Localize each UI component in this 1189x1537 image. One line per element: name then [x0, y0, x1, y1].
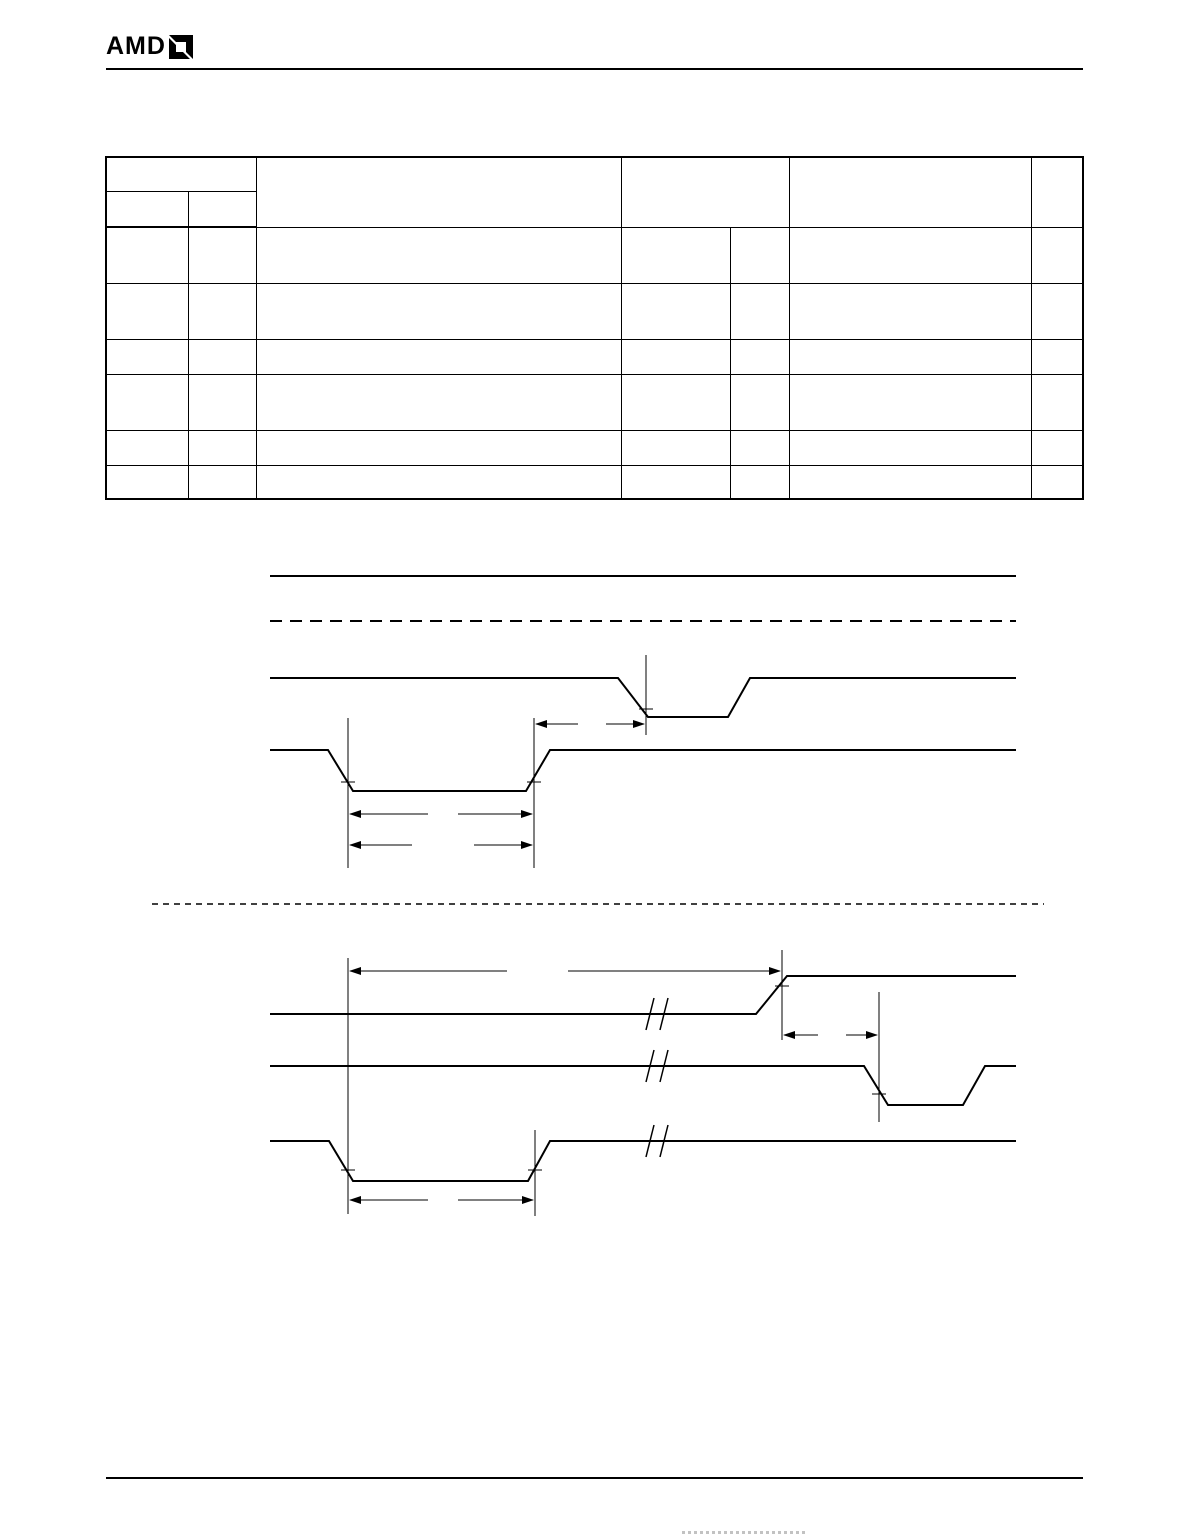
waveform-line [270, 678, 1016, 717]
brand-name: AMD [106, 32, 166, 60]
waveform-line [270, 1066, 1016, 1105]
scan-artifact [682, 1531, 808, 1534]
waveform-line [270, 976, 1016, 1014]
waveform-line [270, 1141, 1016, 1181]
footer-rule [106, 1477, 1083, 1479]
waveform-line [270, 750, 1016, 791]
